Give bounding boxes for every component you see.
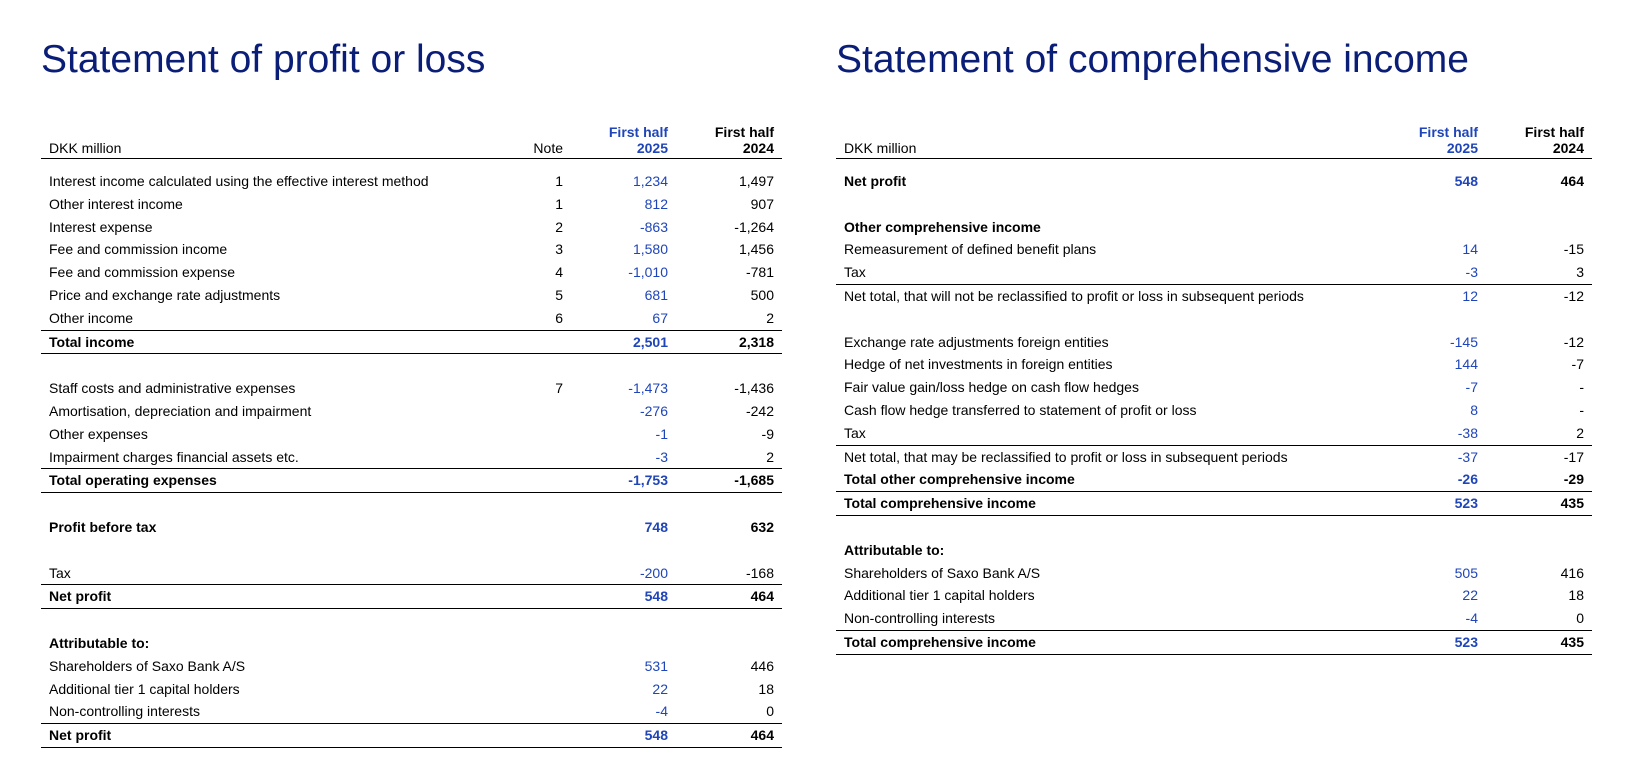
table-row bbox=[41, 423, 782, 446]
row-value-prior: -17 bbox=[1486, 445, 1592, 468]
row-label: Net total, that will not be reclassified to profit or loss in subsequent periods bbox=[836, 284, 1396, 307]
row-label: Fee and commission expense bbox=[49, 264, 235, 281]
row-label: Net profit bbox=[41, 585, 511, 609]
table-row bbox=[41, 516, 782, 539]
row-value-prior: 18 bbox=[758, 680, 774, 697]
row-value-current: -4 bbox=[1465, 610, 1478, 627]
row-note bbox=[511, 446, 571, 469]
row-value-prior: -12 bbox=[1486, 284, 1592, 307]
row-note: 1 bbox=[555, 195, 563, 212]
column-header-current-period bbox=[571, 120, 676, 159]
row-value-prior: -29 bbox=[1563, 471, 1584, 488]
spacer-cell bbox=[41, 493, 782, 516]
table-row bbox=[836, 376, 1592, 399]
row-value-prior: 0 bbox=[766, 703, 774, 720]
table-row bbox=[836, 399, 1592, 422]
row-value-current: 2,501 bbox=[571, 330, 676, 354]
row-note: 6 bbox=[555, 309, 563, 326]
row-value-current: -276 bbox=[639, 402, 668, 419]
row-label: Additional tier 1 capital holders bbox=[49, 680, 240, 697]
spacer-row bbox=[836, 159, 1592, 171]
row-note bbox=[511, 655, 571, 678]
row-note: 5 bbox=[555, 286, 563, 303]
row-value-current: -145 bbox=[1449, 333, 1478, 350]
row-value-current: -38 bbox=[1457, 424, 1478, 441]
table-row bbox=[41, 193, 782, 216]
comprehensive-income-table bbox=[836, 120, 1592, 655]
row-label: Tax bbox=[844, 424, 866, 441]
spacer-row bbox=[836, 308, 1592, 331]
row-value-current: 523 bbox=[1396, 492, 1486, 516]
row-note bbox=[511, 469, 571, 493]
row-label: Net profit bbox=[844, 173, 907, 189]
table-row bbox=[41, 700, 782, 723]
spacer-row bbox=[41, 539, 782, 562]
column-header-current-period bbox=[1396, 120, 1486, 159]
table-row bbox=[836, 284, 1592, 307]
table-row bbox=[41, 562, 782, 585]
table-row bbox=[41, 655, 782, 678]
table-row bbox=[836, 170, 1592, 193]
row-value-current: 748 bbox=[644, 518, 668, 535]
row-label: Net total, that may be reclassified to profit or loss in subsequent periods bbox=[836, 445, 1396, 468]
column-header-note: Note bbox=[511, 120, 571, 159]
row-value-current: 1,234 bbox=[632, 173, 668, 189]
spacer-row bbox=[836, 515, 1592, 538]
table-row bbox=[41, 170, 782, 193]
row-value-current: -863 bbox=[639, 218, 668, 235]
row-label: Hedge of net investments in foreign entities bbox=[844, 356, 1113, 373]
spacer-cell bbox=[41, 354, 782, 377]
spacer-row bbox=[41, 493, 782, 516]
row-label: Net profit bbox=[41, 724, 511, 748]
spacer-row bbox=[41, 609, 782, 632]
table-row bbox=[41, 377, 782, 400]
table-row bbox=[41, 216, 782, 239]
row-value-prior: -1,685 bbox=[676, 469, 782, 493]
row-label: Non-controlling interests bbox=[49, 703, 200, 720]
row-value-current: 523 bbox=[1396, 630, 1486, 654]
row-note: 2 bbox=[555, 218, 563, 235]
row-value-prior: 18 bbox=[1568, 587, 1584, 604]
row-label: Impairment charges financial assets etc. bbox=[49, 448, 299, 465]
row-note bbox=[511, 678, 571, 701]
table-row bbox=[836, 445, 1592, 468]
row-value-prior: -7 bbox=[1571, 356, 1584, 373]
table-row bbox=[836, 422, 1592, 445]
row-value-current: -3 bbox=[655, 448, 668, 465]
row-value-current: -7 bbox=[1465, 379, 1478, 396]
row-value-prior: 1,497 bbox=[738, 173, 774, 189]
row-value-prior: 0 bbox=[1576, 610, 1584, 627]
row-value-prior: -168 bbox=[745, 564, 774, 581]
row-value-prior: 435 bbox=[1486, 492, 1592, 516]
row-value-prior: 500 bbox=[750, 286, 774, 303]
row-value-current: -26 bbox=[1457, 471, 1478, 488]
header-current-line1: First half bbox=[608, 124, 668, 140]
row-label: Attributable to: bbox=[844, 541, 945, 558]
row-label: Total comprehensive income bbox=[836, 492, 1396, 516]
row-note bbox=[511, 516, 571, 539]
header-prior-line1: First half bbox=[714, 124, 774, 140]
row-value-current bbox=[1396, 539, 1486, 562]
spacer-row bbox=[41, 354, 782, 377]
table-row bbox=[41, 632, 782, 655]
row-value-prior: -242 bbox=[745, 402, 774, 419]
spacer-cell bbox=[836, 515, 1592, 538]
row-value-prior: 435 bbox=[1486, 630, 1592, 654]
row-label: Other income bbox=[49, 309, 134, 326]
row-label: Total other comprehensive income bbox=[844, 471, 1075, 488]
row-note: 7 bbox=[555, 380, 563, 397]
table-row bbox=[836, 539, 1592, 562]
row-label: Total comprehensive income bbox=[836, 630, 1396, 654]
row-label: Additional tier 1 capital holders bbox=[844, 587, 1035, 604]
row-value-current: 22 bbox=[652, 680, 668, 697]
row-value-prior: 632 bbox=[750, 518, 774, 535]
row-value-prior: - bbox=[1579, 401, 1584, 418]
row-label: Fee and commission income bbox=[49, 241, 228, 258]
table-row bbox=[836, 630, 1592, 654]
row-label: Shareholders of Saxo Bank A/S bbox=[49, 657, 246, 674]
row-value-current bbox=[1396, 216, 1486, 239]
row-note bbox=[511, 585, 571, 609]
row-value-current: -1,473 bbox=[628, 380, 668, 397]
row-value-prior: 2 bbox=[766, 309, 774, 326]
row-label: Remeasurement of defined benefit plans bbox=[844, 241, 1097, 258]
table-row bbox=[41, 307, 782, 330]
table-row bbox=[41, 330, 782, 354]
row-label: Amortisation, depreciation and impairment bbox=[49, 402, 312, 419]
row-note: 4 bbox=[555, 264, 563, 281]
header-prior-line2: 2024 bbox=[742, 140, 774, 156]
row-value-prior: 1,456 bbox=[738, 241, 774, 258]
row-label: Tax bbox=[49, 564, 71, 581]
spacer-cell bbox=[41, 609, 782, 632]
row-value-prior: -9 bbox=[761, 425, 774, 442]
row-note: 3 bbox=[555, 241, 563, 258]
row-value-current: -1,753 bbox=[571, 469, 676, 493]
profit-or-loss-rows bbox=[41, 159, 782, 748]
row-value-prior: 907 bbox=[750, 195, 774, 212]
table-row bbox=[41, 678, 782, 701]
row-value-prior: -1,264 bbox=[734, 218, 774, 235]
row-value-prior: 2 bbox=[1576, 424, 1584, 441]
row-value-prior: 464 bbox=[676, 585, 782, 609]
row-label: Other interest income bbox=[49, 195, 183, 212]
row-value-current: -4 bbox=[655, 703, 668, 720]
table-row bbox=[41, 284, 782, 307]
row-value-current: 12 bbox=[1396, 284, 1486, 307]
spacer-cell bbox=[41, 159, 782, 171]
row-value-current: 8 bbox=[1470, 401, 1478, 418]
profit-or-loss-title: Statement of profit or loss bbox=[41, 38, 486, 81]
row-value-prior: -781 bbox=[745, 264, 774, 281]
header-current-line2: 2025 bbox=[1446, 140, 1478, 156]
header-current-line2: 2025 bbox=[636, 140, 668, 156]
row-note bbox=[511, 423, 571, 446]
comprehensive-income-rows bbox=[836, 159, 1592, 655]
header-current-line1: First half bbox=[1418, 124, 1478, 140]
row-label: Fair value gain/loss hedge on cash flow hedges bbox=[844, 379, 1139, 396]
row-label: Other expenses bbox=[49, 425, 148, 442]
row-label: Price and exchange rate adjustments bbox=[49, 286, 281, 303]
row-value-prior bbox=[676, 632, 782, 655]
row-value-current: 67 bbox=[652, 309, 668, 326]
row-value-current: 1,580 bbox=[632, 241, 668, 258]
row-note bbox=[511, 330, 571, 354]
row-value-current: 548 bbox=[1454, 173, 1478, 189]
row-value-prior: - bbox=[1579, 379, 1584, 396]
table-row bbox=[836, 492, 1592, 516]
row-note bbox=[511, 562, 571, 585]
row-value-current: -3 bbox=[1465, 264, 1478, 281]
row-value-prior bbox=[1486, 216, 1592, 239]
column-header-prior-period bbox=[1486, 120, 1592, 159]
row-label: Non-controlling interests bbox=[844, 610, 995, 627]
row-label: Interest income calculated using the effective interest method bbox=[49, 173, 429, 189]
row-label: Other comprehensive income bbox=[844, 218, 1041, 235]
table-row bbox=[41, 261, 782, 284]
comprehensive-income-title: Statement of comprehensive income bbox=[836, 38, 1469, 81]
row-note bbox=[511, 400, 571, 423]
row-label: Exchange rate adjustments foreign entities bbox=[844, 333, 1109, 350]
row-value-prior: 2 bbox=[766, 448, 774, 465]
row-value-prior: 464 bbox=[1560, 173, 1584, 189]
header-prior-line2: 2024 bbox=[1552, 140, 1584, 156]
table-header-row bbox=[41, 120, 782, 159]
table-row bbox=[41, 400, 782, 423]
row-value-current: 548 bbox=[571, 585, 676, 609]
row-label: Attributable to: bbox=[49, 634, 150, 651]
column-header-prior-period bbox=[676, 120, 782, 159]
table-row bbox=[41, 469, 782, 493]
table-row bbox=[836, 216, 1592, 239]
spacer-cell bbox=[836, 159, 1592, 171]
row-value-current: -1 bbox=[655, 425, 668, 442]
row-value-current: 681 bbox=[644, 286, 668, 303]
row-note bbox=[511, 700, 571, 723]
row-label: Total operating expenses bbox=[41, 469, 511, 493]
spacer-row bbox=[41, 159, 782, 171]
row-label: Total income bbox=[41, 330, 511, 354]
row-value-prior: -1,436 bbox=[734, 380, 774, 397]
row-value-current: 22 bbox=[1462, 587, 1478, 604]
row-value-prior: 446 bbox=[750, 657, 774, 674]
table-row bbox=[836, 562, 1592, 585]
row-label: Cash flow hedge transferred to statement of profit or loss bbox=[844, 401, 1197, 418]
table-row bbox=[41, 238, 782, 261]
table-row bbox=[836, 584, 1592, 607]
row-value-prior: -12 bbox=[1563, 333, 1584, 350]
table-row bbox=[836, 331, 1592, 354]
row-value-current: -1,010 bbox=[628, 264, 668, 281]
row-note bbox=[511, 632, 571, 655]
row-note: 1 bbox=[555, 173, 563, 189]
spacer-row bbox=[836, 193, 1592, 216]
table-row bbox=[836, 607, 1592, 630]
row-label: Shareholders of Saxo Bank A/S bbox=[844, 564, 1041, 581]
table-row bbox=[836, 261, 1592, 284]
table-row bbox=[41, 724, 782, 748]
profit-or-loss-table bbox=[41, 120, 782, 748]
table-row bbox=[836, 353, 1592, 376]
spacer-cell bbox=[836, 193, 1592, 216]
row-label: Tax bbox=[844, 264, 866, 281]
row-value-current: -37 bbox=[1396, 445, 1486, 468]
row-value-current: 812 bbox=[644, 195, 668, 212]
row-value-current: 531 bbox=[644, 657, 668, 674]
row-value-current: -200 bbox=[639, 564, 668, 581]
table-row bbox=[836, 238, 1592, 261]
row-value-prior bbox=[1486, 539, 1592, 562]
spacer-cell bbox=[836, 308, 1592, 331]
row-label: Interest expense bbox=[49, 218, 153, 235]
row-value-current: 548 bbox=[571, 724, 676, 748]
row-value-prior: 416 bbox=[1560, 564, 1584, 581]
table-row bbox=[836, 468, 1592, 491]
column-header-label: DKK million bbox=[41, 120, 511, 159]
row-note bbox=[511, 724, 571, 748]
row-label: Staff costs and administrative expenses bbox=[49, 380, 296, 397]
table-row bbox=[41, 585, 782, 609]
header-prior-line1: First half bbox=[1524, 124, 1584, 140]
table-row bbox=[41, 446, 782, 469]
row-value-prior: -15 bbox=[1563, 241, 1584, 258]
row-value-prior: 3 bbox=[1576, 264, 1584, 281]
row-value-prior: 464 bbox=[676, 724, 782, 748]
column-header-label: DKK million bbox=[836, 120, 1396, 159]
row-value-current: 144 bbox=[1454, 356, 1478, 373]
row-value-prior: 2,318 bbox=[676, 330, 782, 354]
spacer-cell bbox=[41, 539, 782, 562]
row-value-current bbox=[571, 632, 676, 655]
row-label: Profit before tax bbox=[49, 518, 157, 535]
row-value-current: 14 bbox=[1462, 241, 1478, 258]
table-header-row bbox=[836, 120, 1592, 159]
row-value-current: 505 bbox=[1454, 564, 1478, 581]
